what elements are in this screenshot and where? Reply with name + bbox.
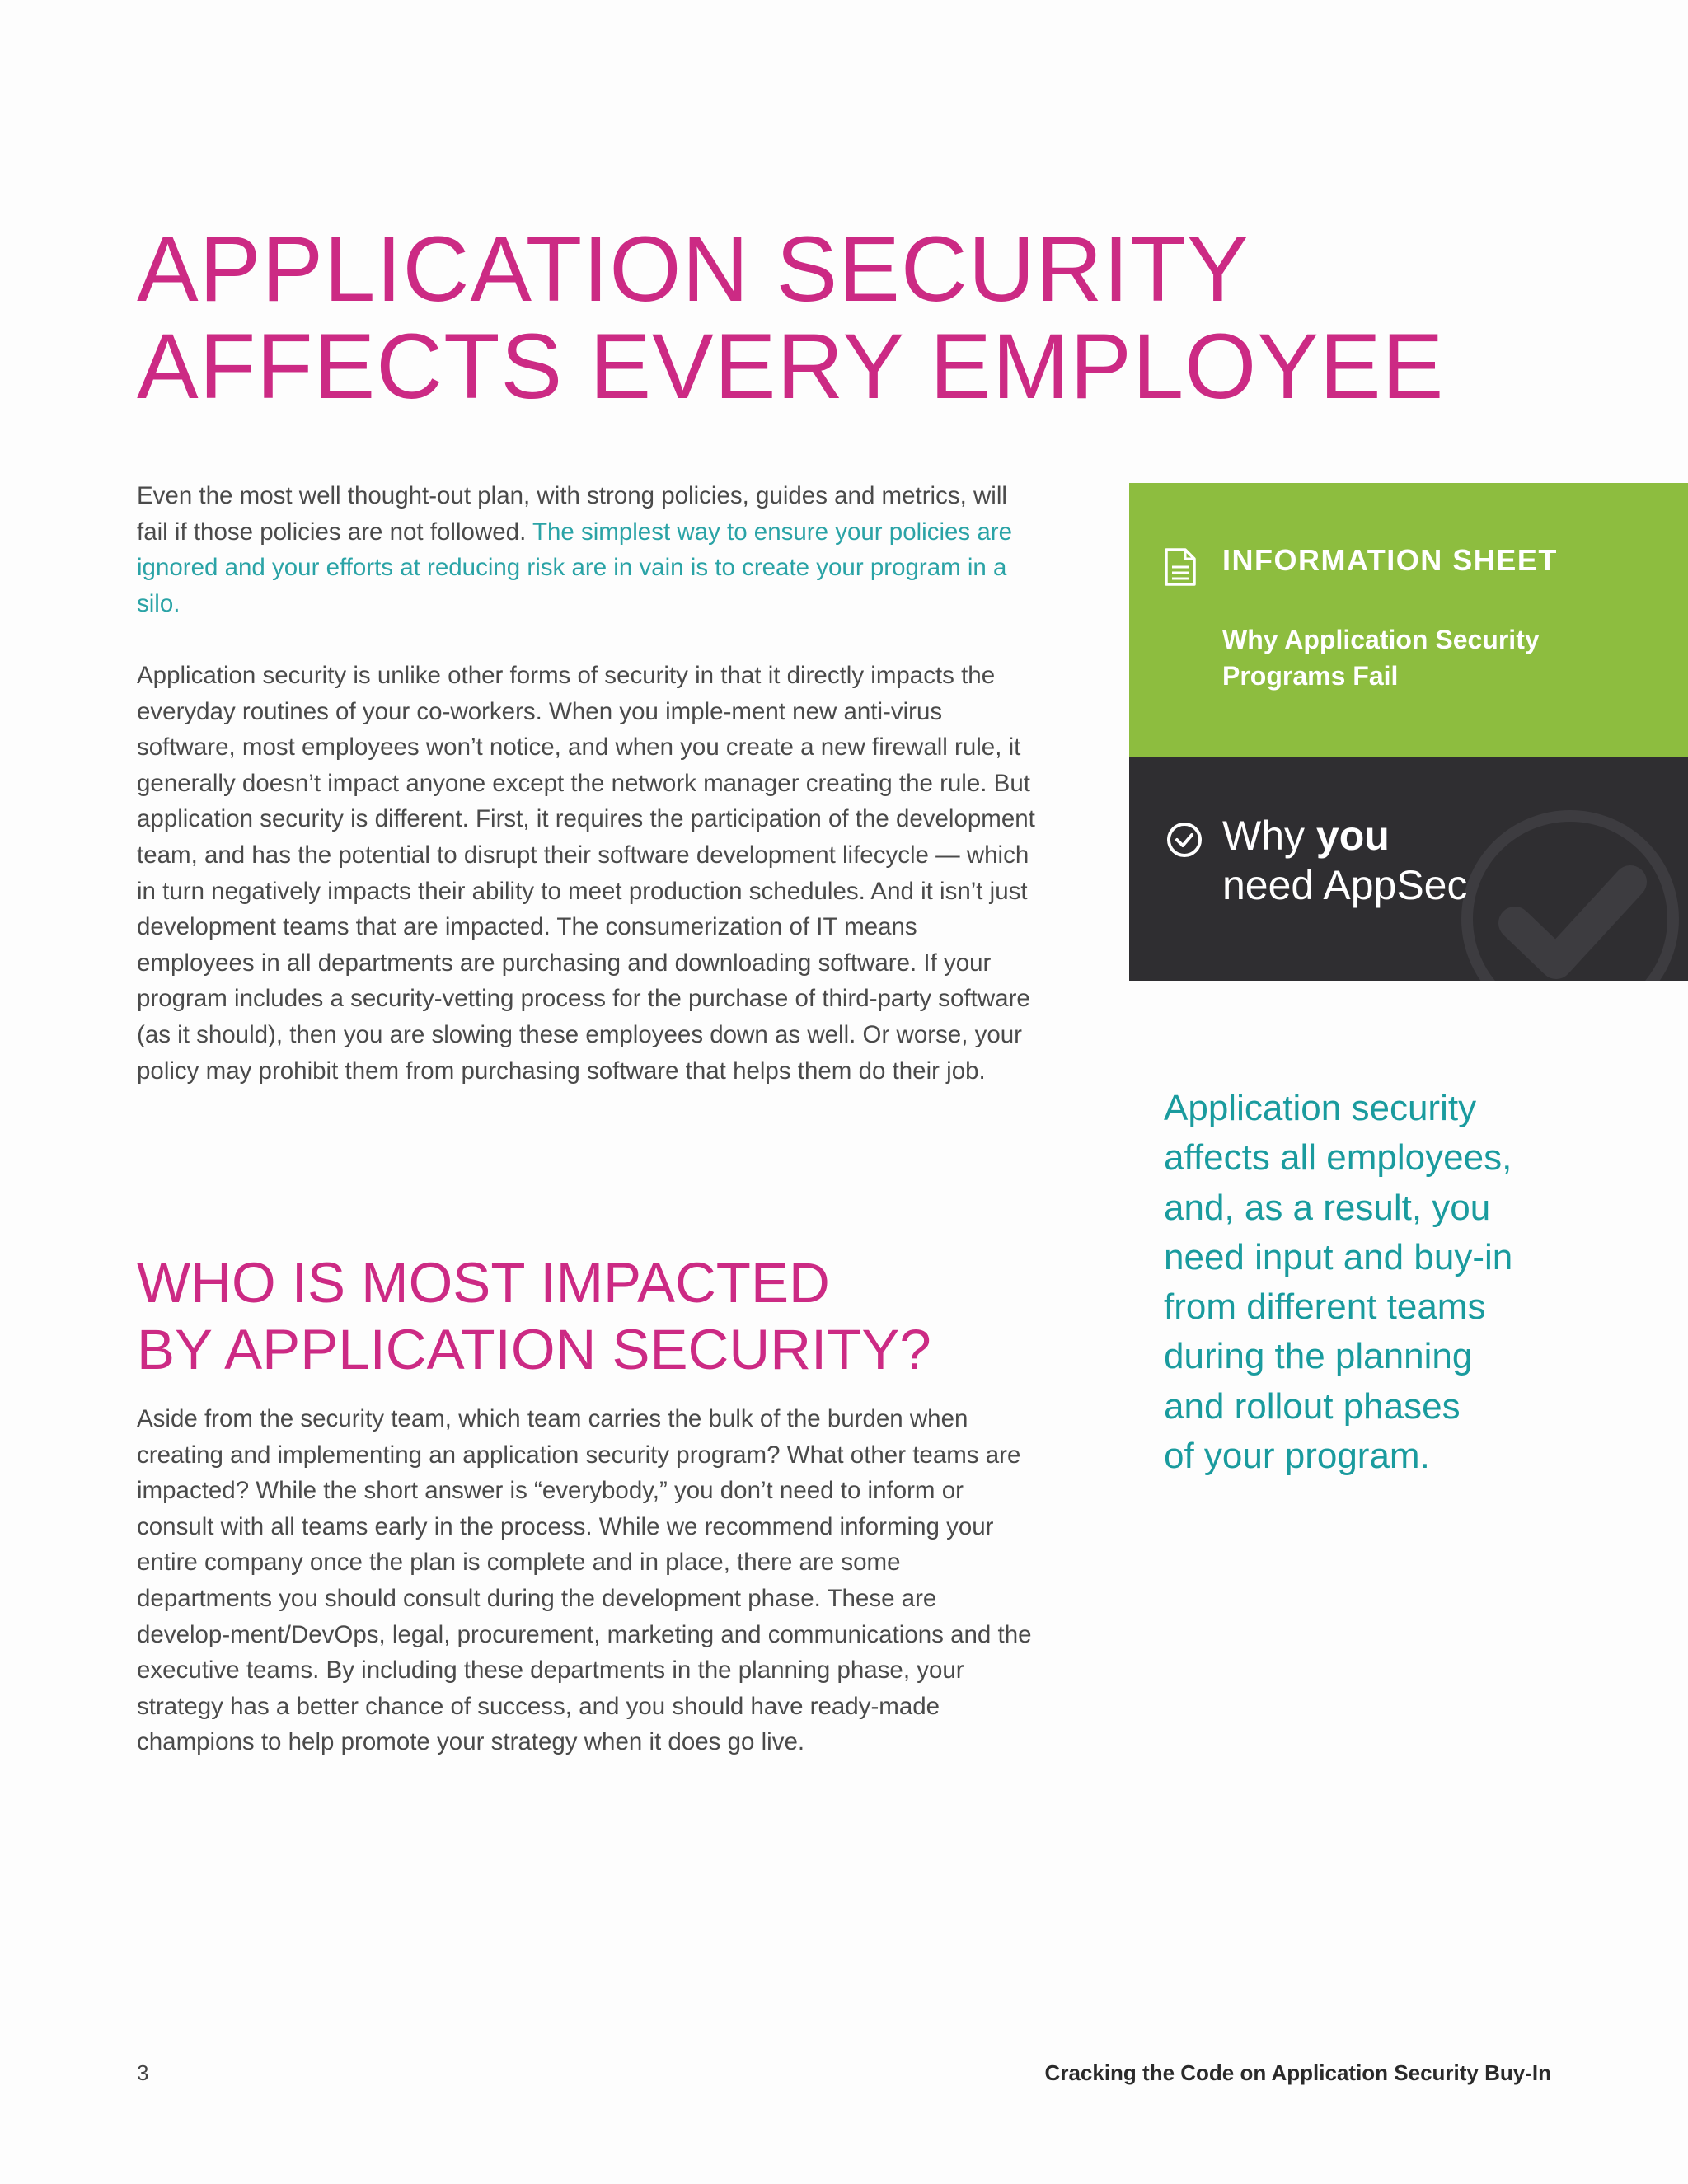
footer-doc-title: Cracking the Code on Application Security Buy-In xyxy=(1044,2060,1551,2085)
page-title-line-1: APPLICATION SECURITY xyxy=(137,218,1250,321)
pull-quote-line: and, as a result, you xyxy=(1164,1187,1491,1228)
pull-quote-line: during the planning xyxy=(1164,1336,1473,1377)
pull-quote xyxy=(1164,1084,1658,1481)
section-heading xyxy=(137,1249,1085,1383)
page-title xyxy=(137,218,1456,418)
appsec-you: you xyxy=(1315,813,1390,859)
intro-paragraph xyxy=(137,478,1035,621)
page-title-line-2: AFFECTS EVERY EMPLOYEE xyxy=(137,315,1445,418)
pull-quote-line: and rollout phases xyxy=(1164,1385,1461,1427)
appsec-card-line-2: need AppSec xyxy=(1222,862,1468,908)
page-number: 3 xyxy=(137,2060,149,2085)
info-sheet-subtitle: Why Application Security Programs Fail xyxy=(1222,625,1540,691)
pull-quote-line: affects all employees, xyxy=(1164,1137,1512,1179)
intro-highlight-text: The simplest way to ensure your policies are ignored and your efforts at reducing risk are in vain is to create your program in a silo. xyxy=(137,518,1013,617)
pull-quote-line: from different teams xyxy=(1164,1286,1486,1328)
appsec-card-text xyxy=(1222,811,1651,910)
appsec-card-line-1 xyxy=(1222,811,1651,860)
intro-text: Even the most well thought-out plan, with strong policies, guides and metrics, will fail if those policies are not followed. xyxy=(137,482,1007,546)
body-paragraph-2: Application security is unlike other forms of security in that it directly impacts the everyday routines of your co-workers. When you imple-ment new anti-virus software, most employees won’t notice, and when you create a new firewall rule, it generally doesn’t impact anyone except the network manager creating the rule. But application security is different. First, it requires the participation of the development team, and has the potential to disrupt their software development lifecycle — which in turn negatively impacts their ability to meet production schedules. And it isn’t just development teams that are impacted. The consumerization of IT means employees in all departments are purchasing and downloading software. If your program includes a security-vetting process for the purchase of third-party software (as it should), then you are slowing these employees down as well. Or worse, your policy may prohibit them from purchasing software that helps them do their job. xyxy=(137,662,1035,1085)
section-heading-line-2: BY APPLICATION SECURITY? xyxy=(137,1318,931,1381)
body-paragraph-3: Aside from the security team, which team carries the bulk of the burden when creating and implementing an application security program? What other teams are impacted? While the short answer is “everybody,” you don’t need to inform or consult with all teams early in the process. While we recommend informing your entire company once the plan is complete and in place, there are some departments you should consult during the development phase. These are develop-ment/DevOps, legal, procurement, marketing and communications and the executive teams. By including these departments in the planning phase, your strategy has a better chance of success, and you should have ready-made champions to help promote your strategy when it does go live. xyxy=(137,1405,1032,1756)
appsec-card[interactable] xyxy=(1129,757,1688,981)
pull-quote-line: Application security xyxy=(1164,1088,1477,1128)
pull-quote-line: need input and buy-in xyxy=(1164,1236,1513,1277)
info-sheet-card[interactable] xyxy=(1129,483,1688,757)
section-heading-line-1: WHO IS MOST IMPACTED xyxy=(137,1251,830,1315)
info-sheet-kicker: INFORMATION SHEET xyxy=(1222,543,1558,577)
pull-quote-line: of your program. xyxy=(1164,1436,1430,1477)
document-icon xyxy=(1164,547,1197,587)
check-circle-icon xyxy=(1165,821,1203,859)
appsec-why: Why xyxy=(1222,813,1316,859)
